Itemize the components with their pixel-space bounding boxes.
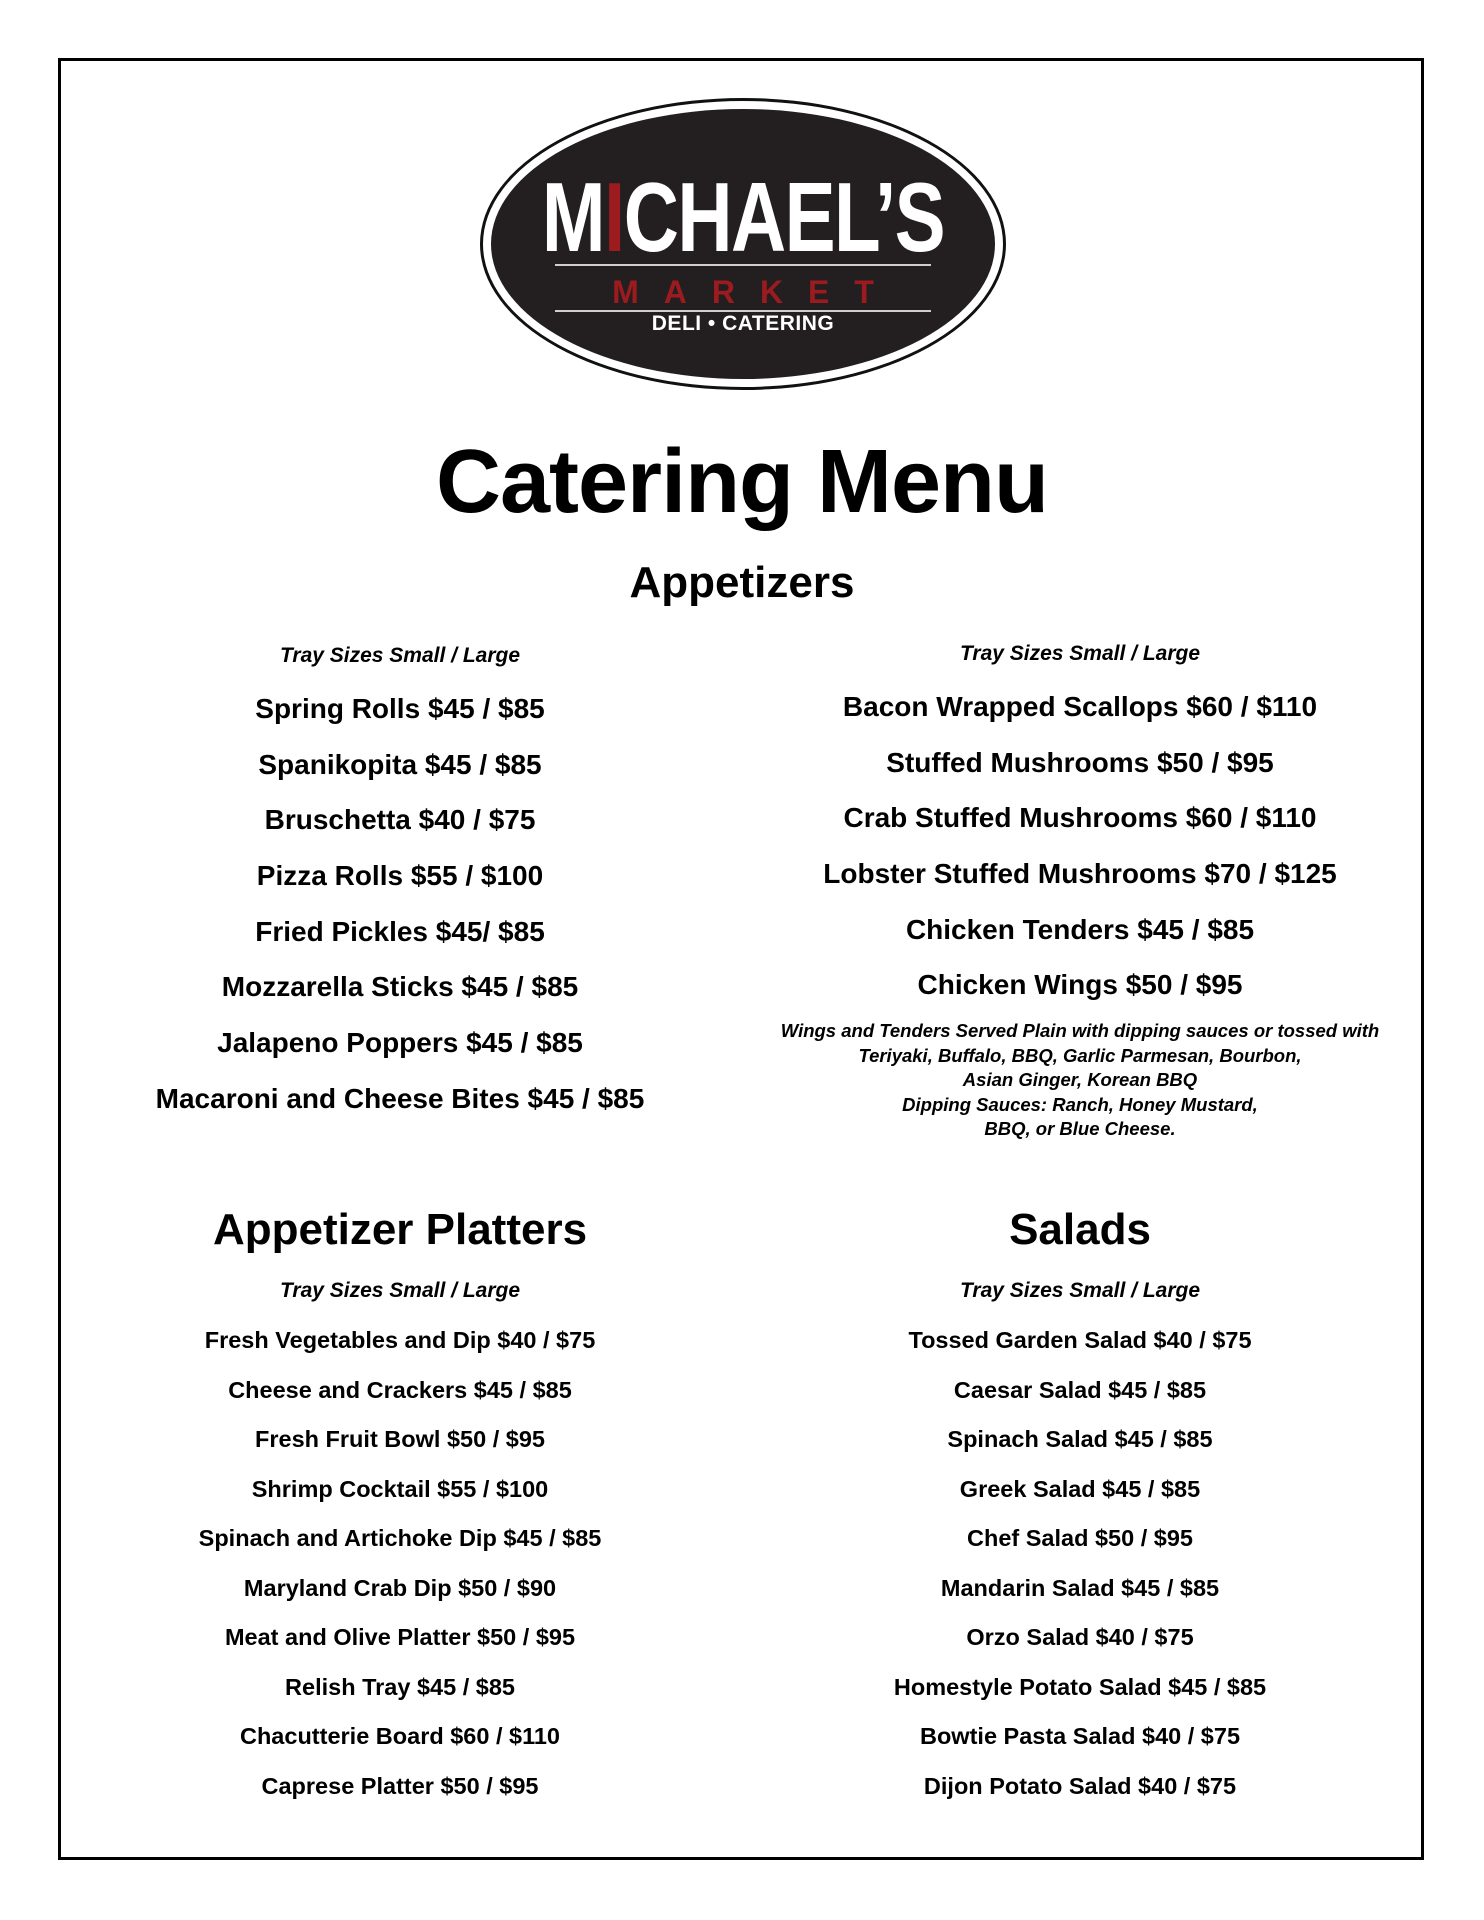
menu-item: Crab Stuffed Mushrooms $60 / $110 xyxy=(843,802,1317,834)
salads-tray-note: Tray Sizes Small / Large xyxy=(959,1279,1201,1302)
menu-item: Bruschetta $40 / $75 xyxy=(264,804,536,836)
menu-item: Lobster Stuffed Mushrooms $70 / $125 xyxy=(823,858,1337,890)
salads-heading: Salads xyxy=(1009,1205,1151,1254)
menu-item: Bacon Wrapped Scallops $60 / $110 xyxy=(842,691,1318,722)
menu-item: Macaroni and Cheese Bites $45 / $85 xyxy=(155,1082,645,1114)
page-title: Catering Menu xyxy=(435,432,1049,532)
menu-item: Chef Salad $50 / $95 xyxy=(967,1525,1193,1551)
wings-note-line: Teriyaki, Buffalo, BBQ, Garlic Parmesan, Bourbon, xyxy=(858,1044,1302,1066)
logo-name xyxy=(538,162,948,272)
appetizers-left-tray-note: Tray Sizes Small / Large xyxy=(279,644,521,667)
menu-item: Maryland Crab Dip $50 / $90 xyxy=(243,1574,557,1601)
appetizers-right-list xyxy=(760,679,1400,1013)
menu-item: Orzo Salad $40 / $75 xyxy=(966,1624,1194,1650)
appetizers-right-tray-note: Tray Sizes Small / Large xyxy=(959,642,1201,665)
menu-item: Spanikopita $45 / $85 xyxy=(258,748,542,780)
menu-item: Cheese and Crackers $45 / $85 xyxy=(228,1376,572,1403)
menu-item: Relish Tray $45 / $85 xyxy=(285,1673,515,1700)
menu-item: Chacutterie Board $60 / $110 xyxy=(239,1723,560,1749)
menu-item: Greek Salad $45 / $85 xyxy=(959,1475,1201,1502)
wings-sauce-note xyxy=(760,1019,1400,1142)
platters-tray-note: Tray Sizes Small / Large xyxy=(279,1279,521,1302)
platters-list xyxy=(100,1316,700,1811)
fork-icon: I xyxy=(604,162,624,272)
menu-item: Spinach and Artichoke Dip $45 / $85 xyxy=(198,1525,602,1551)
menu-item: Jalapeno Poppers $45 / $85 xyxy=(217,1027,583,1059)
menu-item: Chicken Tenders $45 / $85 xyxy=(905,913,1255,945)
menu-item: Dijon Potato Salad $40 / $75 xyxy=(923,1772,1237,1799)
logo-market-text: MARKET xyxy=(612,274,899,310)
menu-item: Tossed Garden Salad $40 / $75 xyxy=(908,1327,1252,1353)
wings-note-line: Wings and Tenders Served Plain with dipping sauces or tossed with xyxy=(780,1020,1380,1041)
platters-heading: Appetizer Platters xyxy=(212,1205,588,1254)
menu-item: Homestyle Potato Salad $45 / $85 xyxy=(893,1673,1267,1700)
menu-item: Mandarin Salad $45 / $85 xyxy=(940,1574,1220,1601)
menu-item: Stuffed Mushrooms $50 / $95 xyxy=(886,746,1274,778)
wings-note-line: BBQ, or Blue Cheese. xyxy=(984,1118,1176,1139)
menu-item: Fried Pickles $45/ $85 xyxy=(255,915,545,947)
menu-item: Bowtie Pasta Salad $40 / $75 xyxy=(919,1723,1241,1749)
logo-name-end: CHAEL’S xyxy=(623,162,945,272)
menu-item: Shrimp Cocktail $55 / $100 xyxy=(251,1475,549,1502)
menu-item: Spinach Salad $45 / $85 xyxy=(947,1426,1213,1452)
wings-note-line: Asian Ginger, Korean BBQ xyxy=(962,1069,1198,1090)
menu-item: Fresh Vegetables and Dip $40 / $75 xyxy=(204,1327,596,1353)
menu-item: Meat and Olive Platter $50 / $95 xyxy=(224,1624,576,1650)
michaels-market-logo xyxy=(480,98,1006,390)
logo-subtitle: DELI • CATERING xyxy=(651,312,835,335)
menu-item: Spring Rolls $45 / $85 xyxy=(255,693,545,724)
menu-item: Pizza Rolls $55 / $100 xyxy=(256,860,544,892)
menu-item: Fresh Fruit Bowl $50 / $95 xyxy=(255,1426,545,1452)
appetizers-left-list xyxy=(100,681,700,1127)
menu-item: Chicken Wings $50 / $95 xyxy=(917,969,1243,1001)
menu-item: Caprese Platter $50 / $95 xyxy=(261,1772,539,1799)
logo-name-start: M xyxy=(541,162,605,272)
appetizers-heading: Appetizers xyxy=(629,558,855,607)
menu-item: Mozzarella Sticks $45 / $85 xyxy=(221,971,579,1003)
menu-item: Caesar Salad $45 / $85 xyxy=(953,1376,1207,1403)
salads-list xyxy=(760,1316,1400,1811)
wings-note-line: Dipping Sauces: Ranch, Honey Mustard, xyxy=(902,1093,1258,1115)
